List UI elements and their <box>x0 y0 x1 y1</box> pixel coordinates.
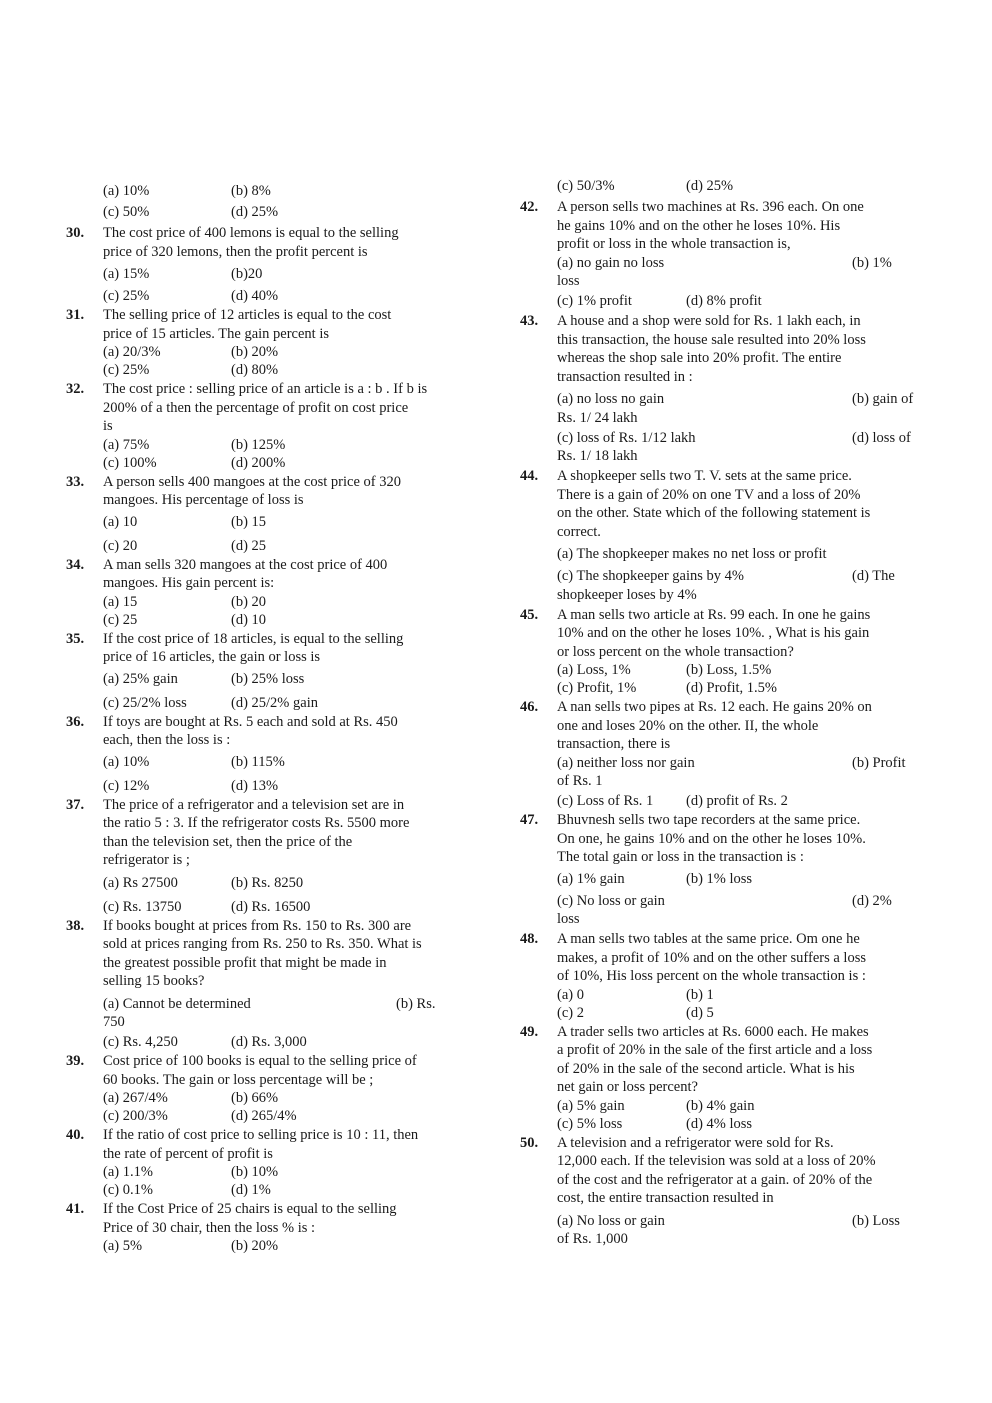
option-right: (b)20 <box>231 266 263 282</box>
option-right: (d) 80% <box>231 362 279 378</box>
option-a: (a) Cannot be determined <box>103 995 251 1012</box>
option-left: (a) Rs 27500 <box>103 874 178 891</box>
option-a: (a) no gain no loss <box>557 254 665 271</box>
question-number: 35. <box>66 630 85 647</box>
option-left: (c) Loss of Rs. 1 <box>557 793 654 809</box>
option-left: (a) 267/4% <box>103 1090 168 1106</box>
option-right: (b) 15 <box>231 513 267 530</box>
option-b: (b) Loss <box>852 1212 900 1229</box>
option-right: (d) 265/4% <box>231 1108 297 1124</box>
option-c: (c) loss of Rs. 1/12 lakh <box>557 429 696 446</box>
option-right: (d) 13% <box>231 777 279 794</box>
option-right: (b) Rs. 8250 <box>231 874 304 891</box>
question-text: There is a gain of 20% on one TV and a loss of 20% <box>557 486 861 503</box>
option-left: (a) 25% gain <box>103 670 178 687</box>
option-left: (c) 200/3% <box>103 1108 168 1124</box>
option-left: (a) 1% gain <box>557 870 625 887</box>
question-number: 32. <box>66 381 85 397</box>
question-number: 46. <box>520 699 539 715</box>
option-left: (c) 100% <box>103 454 157 471</box>
question-text: cost, the entire transaction resulted in <box>557 1190 774 1206</box>
option-right: (b) 20% <box>231 344 279 360</box>
question-text: The price of a refrigerator and a television set are in <box>103 796 405 813</box>
option-left: (c) 25/2% loss <box>103 694 187 711</box>
question-text: The total gain or loss in the transaction is : <box>557 849 804 865</box>
question-text: The cost price : selling price of an article is a : b . If b is <box>103 381 428 397</box>
option-b-wrap: of Rs. 1,000 <box>557 1231 628 1247</box>
option-left: (c) 1% profit <box>557 293 632 309</box>
option-c: (c) The shopkeeper gains by 4% <box>557 568 744 584</box>
question-text: A television and a refrigerator were sold for Rs. <box>557 1134 834 1151</box>
right-column <box>520 0 930 1403</box>
question-text: profit or loss in the whole transaction is, <box>557 236 791 252</box>
question-text: A trader sells two articles at Rs. 6000 each. He makes <box>557 1023 869 1040</box>
question-text: price of 320 lemons, then the profit percent is <box>103 243 368 260</box>
question-text: correct. <box>557 523 601 540</box>
question-text: 60 books. The gain or loss percentage will be ; <box>103 1071 374 1088</box>
option-c: (c) No loss or gain <box>557 892 665 909</box>
question-text: each, then the loss is : <box>103 732 231 748</box>
question-number: 33. <box>66 473 85 490</box>
question-number: 43. <box>520 313 539 329</box>
question-text: a profit of 20% in the sale of the first article and a loss <box>557 1042 873 1058</box>
question-text: Cost price of 100 books is equal to the selling price of <box>103 1053 417 1069</box>
option-right: (b) 20 <box>231 593 267 610</box>
option-left: (c) 20 <box>103 537 138 554</box>
question-number: 34. <box>66 556 85 573</box>
question-number: 48. <box>520 931 539 947</box>
question-text: 12,000 each. If the television was sold at a loss of 20% <box>557 1153 876 1169</box>
question-text: If the Cost Price of 25 chairs is equal to the selling <box>103 1201 397 1217</box>
option-a: (a) The shopkeeper makes no net loss or profit <box>557 546 827 562</box>
question-text: A house and a shop were sold for Rs. 1 lakh each, in <box>557 313 861 329</box>
option-right: (d) 5 <box>686 1004 714 1021</box>
question-text: transaction resulted in : <box>557 368 693 385</box>
question-text: or loss percent on the whole transaction? <box>557 643 794 660</box>
question-number: 40. <box>66 1127 85 1143</box>
question-text: 10% and on the other he loses 10%. , What is his gain <box>557 625 870 641</box>
question-number: 31. <box>66 307 85 323</box>
option-b-wrap: Rs. 1/ 24 lakh <box>557 409 638 426</box>
question-text: sold at prices ranging from Rs. 250 to Rs. 350. What is <box>103 936 422 952</box>
question-text: is <box>103 418 113 434</box>
option-b: (b) Profit <box>852 754 906 771</box>
question-number: 30. <box>66 225 85 241</box>
question-text: one and loses 20% on the other. II, the whole <box>557 717 819 734</box>
question-number: 42. <box>520 199 539 215</box>
question-number: 47. <box>520 812 539 828</box>
question-text: whereas the shop sale into 20% profit. The entire <box>557 350 842 366</box>
option-left: (a) 5% <box>103 1238 143 1254</box>
option-right: (b) Loss, 1.5% <box>686 662 772 678</box>
question-text: A person sells 400 mangoes at the cost price of 320 <box>103 473 401 490</box>
question-number: 37. <box>66 796 85 813</box>
option-left: (c) 25% <box>103 288 150 304</box>
option-left: (a) 10 <box>103 513 138 530</box>
question-text: mangoes. His gain percent is: <box>103 575 275 591</box>
option-d-wrap: Rs. 1/ 18 lakh <box>557 448 638 464</box>
question-text: A person sells two machines at Rs. 396 each. On one <box>557 199 864 215</box>
question-text: 200% of a then the percentage of profit on cost price <box>103 399 409 416</box>
option-right: (d) 4% loss <box>686 1115 753 1132</box>
question-text: price of 15 articles. The gain percent is <box>103 325 330 342</box>
option-right: (b) 20% <box>231 1238 279 1254</box>
option-right: (b) 25% loss <box>231 670 305 687</box>
option-right: (b) 1 <box>686 986 714 1003</box>
option-b: (d) 25% <box>686 178 734 194</box>
question-number: 45. <box>520 606 539 623</box>
question-text: If toys are bought at Rs. 5 each and sold at Rs. 450 <box>103 713 398 730</box>
option-left: (a) 10% <box>103 753 150 770</box>
option-b-wrap: loss <box>557 273 580 289</box>
option-a: (a) neither loss nor gain <box>557 754 695 771</box>
question-text: The selling price of 12 articles is equal to the cost <box>103 307 392 323</box>
question-text: than the television set, then the price of the <box>103 833 353 850</box>
question-text: he gains 10% and on the other he loses 10%. His <box>557 217 841 234</box>
option-left: (c) Rs. 4,250 <box>103 1034 178 1050</box>
question-text: transaction, there is <box>557 736 671 752</box>
option-right: (d) 10 <box>231 611 267 628</box>
option-right: (b) 10% <box>231 1164 279 1180</box>
option-b: (b) gain of <box>852 391 914 407</box>
option-left: (a) 0 <box>557 986 584 1003</box>
question-text: price of 16 articles, the gain or loss is <box>103 649 321 665</box>
option-right: (b) 125% <box>231 436 286 453</box>
option-left: (a) 1.1% <box>103 1164 153 1180</box>
option-d-wrap: loss <box>557 911 580 927</box>
option-left: (a) 15 <box>103 593 138 610</box>
option-right: (d) 25/2% gain <box>231 694 318 711</box>
option-a: (a) No loss or gain <box>557 1212 665 1229</box>
question-text: the ratio 5 : 3. If the refrigerator costs Rs. 5500 more <box>103 815 410 831</box>
option-right: (b) 4% gain <box>686 1097 755 1114</box>
option-left: (c) 25% <box>103 362 150 378</box>
option-right: (b) 1% loss <box>686 870 753 887</box>
question-text: of 20% in the sale of the second article. What is his <box>557 1060 855 1077</box>
option-right: (d) 40% <box>231 288 279 304</box>
question-number: 39. <box>66 1053 85 1069</box>
question-text: A man sells 320 mangoes at the cost price of 400 <box>103 556 388 573</box>
left-column <box>66 0 486 1403</box>
question-number: 36. <box>66 713 85 730</box>
question-text: the rate of percent of profit is <box>103 1145 273 1162</box>
question-text: Price of 30 chair, then the loss % is : <box>103 1219 316 1236</box>
question-number: 49. <box>520 1023 539 1040</box>
option-b-wrap: 750 <box>103 1014 125 1030</box>
option-right: (d) Rs. 3,000 <box>231 1034 307 1050</box>
question-text: selling 15 books? <box>103 973 205 989</box>
option-left: (c) 0.1% <box>103 1182 153 1198</box>
option-d: (d) 2% <box>852 892 892 909</box>
option-a: (c) 50% <box>103 204 150 220</box>
option-left: (c) 2 <box>557 1004 584 1021</box>
question-text: this transaction, the house sale resulted into 20% loss <box>557 331 866 348</box>
option-b: (b) 8% <box>231 183 271 199</box>
option-b: (d) 25% <box>231 204 279 220</box>
question-text: A shopkeeper sells two T. V. sets at the same price. <box>557 468 852 484</box>
question-text: of the cost and the refrigerator at a gain. of 20% of the <box>557 1171 873 1188</box>
question-text: If the ratio of cost price to selling price is 10 : 11, then <box>103 1127 419 1143</box>
option-b: (b) 1% <box>852 254 892 271</box>
option-left: (c) 25 <box>103 611 138 628</box>
question-text: A nan sells two pipes at Rs. 12 each. He gains 20% on <box>557 699 872 715</box>
question-text: On one, he gains 10% and on the other he loses 10%. <box>557 830 866 847</box>
option-a: (a) no loss no gain <box>557 391 665 407</box>
option-a: (a) 10% <box>103 183 150 199</box>
option-right: (d) Rs. 16500 <box>231 898 311 915</box>
option-left: (a) Loss, 1% <box>557 662 631 678</box>
question-number: 50. <box>520 1134 539 1151</box>
option-left: (c) 12% <box>103 777 150 794</box>
option-left: (c) Profit, 1% <box>557 680 637 696</box>
option-b: (b) Rs. <box>396 995 436 1012</box>
question-text: If the cost price of 18 articles, is equal to the selling <box>103 630 404 647</box>
option-left: (a) 75% <box>103 436 150 453</box>
question-text: A man sells two article at Rs. 99 each. In one he gains <box>557 606 871 623</box>
question-text: The cost price of 400 lemons is equal to the selling <box>103 225 399 241</box>
option-d: (d) The <box>852 568 895 584</box>
option-right: (d) Profit, 1.5% <box>686 680 778 696</box>
option-right: (d) 25 <box>231 537 267 554</box>
option-right: (d) 1% <box>231 1182 271 1198</box>
option-left: (c) 5% loss <box>557 1115 623 1132</box>
question-text: of 10%, His loss percent on the whole transaction is : <box>557 968 866 984</box>
option-right: (d) profit of Rs. 2 <box>686 793 788 809</box>
option-left: (a) 20/3% <box>103 344 161 360</box>
question-text: makes, a profit of 10% and on the other suffers a loss <box>557 949 866 966</box>
question-number: 41. <box>66 1201 85 1217</box>
option-left: (a) 5% gain <box>557 1097 625 1114</box>
option-b-wrap: of Rs. 1 <box>557 773 603 789</box>
question-text: mangoes. His percentage of loss is <box>103 492 304 508</box>
question-text: A man sells two tables at the same price. Om one he <box>557 931 860 947</box>
question-text: If books bought at prices from Rs. 150 to Rs. 300 are <box>103 917 412 934</box>
question-text: Bhuvnesh sells two tape recorders at the same price. <box>557 812 861 828</box>
question-number: 38. <box>66 917 85 934</box>
option-left: (c) Rs. 13750 <box>103 898 182 915</box>
option-a: (c) 50/3% <box>557 178 615 194</box>
question-text: on the other. State which of the following statement is <box>557 505 871 521</box>
option-right: (b) 115% <box>231 753 285 770</box>
question-number: 44. <box>520 468 539 484</box>
question-text: the greatest possible profit that might be made in <box>103 954 387 971</box>
option-right: (d) 8% profit <box>686 293 762 309</box>
question-text: net gain or loss percent? <box>557 1079 698 1095</box>
option-d-wrap: shopkeeper loses by 4% <box>557 586 697 603</box>
option-right: (b) 66% <box>231 1090 279 1106</box>
option-right: (d) 200% <box>231 454 286 471</box>
option-d: (d) loss of <box>852 429 911 446</box>
question-text: refrigerator is ; <box>103 852 190 868</box>
option-left: (a) 15% <box>103 266 150 282</box>
